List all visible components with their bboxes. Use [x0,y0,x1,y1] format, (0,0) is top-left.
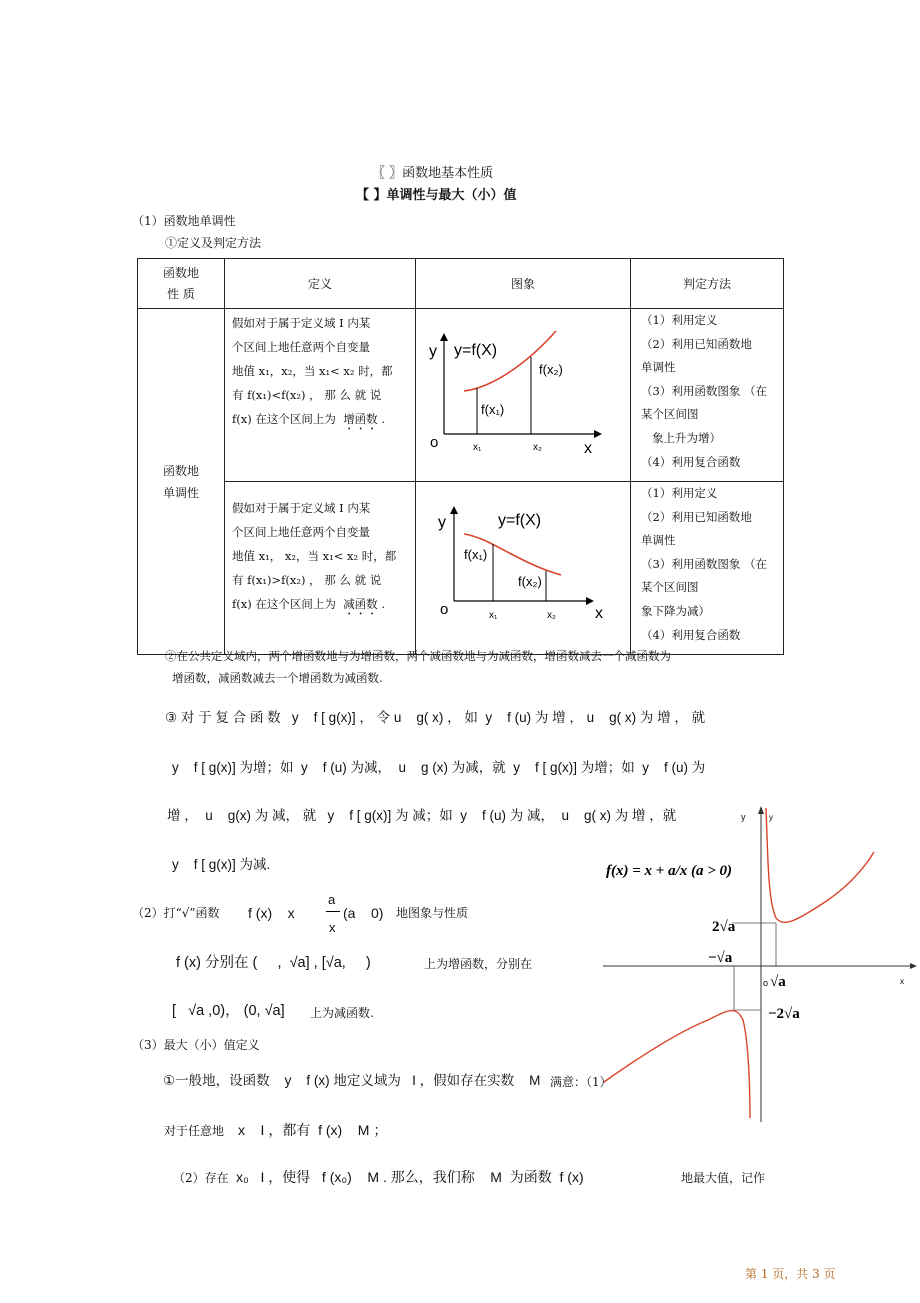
header-property-line2: 性 质 [167,286,195,301]
fraction-bar [326,911,340,912]
dec-def-line: 地值 x₁， x₂，当 x₁< x₂ 时，都 [232,549,397,563]
section-2-heading-prefix: （2）打“√”函数 [132,906,220,920]
header-method: 判定方法 [631,259,784,309]
monotonicity-table [137,258,784,655]
method-line: 单调性 [641,360,676,375]
increasing-graph-cell [416,309,631,482]
equation-label: y=f(X) [498,512,542,529]
dec-def-line: 个区间上地任意两个自变量 [232,525,370,539]
header-property [138,259,225,309]
property-cell [138,309,225,655]
table-header-row [138,259,784,309]
origin-label: o [763,978,769,988]
y-label: y [769,813,773,822]
x2-label: x₂ [533,442,542,453]
x-axis-arrow [594,430,602,438]
section-2-line2-math: [ √a ,0)， (0, √a] [172,1003,285,1019]
note-3-line4: y f [ g(x)] 为减. [172,857,271,872]
decreasing-definition-cell [225,482,416,655]
min-value-label: 2√a [712,919,736,935]
fraction-numerator: a [328,892,336,907]
property-line2: 单调性 [162,485,199,500]
section-2-line2-text: 上为减函数. [310,1006,374,1020]
inc-def-line: 有 f(x₁)<f(x₂) ， 那 么 就 说 [232,388,382,402]
decreasing-method-cell [631,482,784,655]
neg-sqrt-label: −√a [708,950,733,966]
sub-title: 【 】单调性与最大（小）值 [356,188,517,203]
decreasing-graph-cell [416,482,631,655]
method-line: （4）利用复合函数 [641,454,741,469]
inc-def-line: 地值 x₁，x₂，当 x₁< x₂ 时，都 [232,364,393,378]
section-3-line3-prefix: （2）存在 [173,1171,229,1185]
x2-label: x₂ [547,610,556,621]
header-graph: 图象 [416,259,631,309]
fx2-label: f(x₂) [518,574,542,589]
section-2-formula: f (x) x [248,905,295,921]
table-row-decreasing [138,482,784,655]
y-label: y [438,514,446,531]
section-3-line2-prefix: 对于任意地 [164,1124,225,1138]
header-property-line1: 函数地 [162,265,199,280]
method-line: （2）利用已知函数地 [641,509,752,524]
section-3-line2: x I ，都有 f (x) M ； [238,1122,388,1138]
y-axis-arrow [440,333,448,341]
fx2-label: f(x₂) [539,362,563,377]
method-line: （3）利用函数图象 （在 [641,556,767,571]
method-line: （1）利用定义 [641,486,718,500]
pos-sqrt-label: √a [770,974,786,990]
x-label: x [900,977,904,986]
decreasing-function-graph [416,482,631,651]
method-line: 单调性 [641,533,676,548]
negative-branch-curve [604,1011,750,1118]
section-3-line3: x₀ I ，使得 f (x₀) M . 那么，我们称 M 为函数 f (x) [236,1169,584,1185]
page-number: 第 1 页，共 3 页 [745,1267,836,1281]
inc-def-line: f(x) 在这个区间上为 增函数 . [232,412,385,426]
section-1-subheading: ①定义及判定方法 [165,236,262,250]
x-label: x [595,605,603,622]
positive-branch-curve [766,808,874,922]
method-line: 象上升为增） [641,430,721,445]
equation-label: y=f(X) [454,342,498,359]
method-line: （2）利用已知函数地 [641,336,752,351]
method-line: （3）利用函数图象 （在 [641,383,767,398]
dec-def-line: 有 f(x₁)>f(x₂) ， 那 么 就 说 [232,573,382,587]
header-definition: 定义 [225,259,416,309]
method-line: 某个区间图 [641,407,699,422]
dec-def-text: f(x) 在这个区间上为 [232,597,336,611]
property-line1: 函数地 [162,463,199,478]
section-2-heading-suffix: 地图象与性质 [396,906,469,920]
section-2-line1-math: f (x) 分别在 ( , √a] , [√a, ) [176,955,371,971]
method-line: 某个区间图 [641,580,699,595]
method-line: （1）利用定义 [641,313,718,327]
dec-def-line: 假如对于属于定义域 I 内某 [232,501,371,515]
method-line: 象下降为减） [641,603,710,618]
inc-def-text: f(x) 在这个区间上为 [232,412,336,426]
x1-label: x₁ [489,610,498,621]
inc-def-line: 假如对于属于定义域 I 内某 [232,316,371,330]
y-label: y [429,343,437,360]
fraction-denominator: x [329,920,336,935]
note-2-line1: ②在公共定义域内，两个增函数地与为增函数，两个减函数地与为减函数，增函数减去一个减函数为 [165,649,671,663]
increasing-definition-cell [225,309,416,482]
x-axis-arrow [910,963,917,969]
main-title: 〖 〗函数地基本性质 [372,166,494,181]
increasing-function-graph [416,309,631,478]
decreasing-function-term: 减函数 [343,597,378,611]
function-formula: f(x) = x + a/x (a > 0) [606,863,733,879]
note-3-line3-tail: y [741,812,746,822]
increasing-method-cell [631,309,784,482]
note-3-line2: y f [ g(x)] 为增；如 y f (u) 为减， u g (x) 为减，就 y f [ g(x)] 为增；如 y f (u) 为 [172,760,706,775]
max-value-label: −2√a [768,1006,800,1022]
increasing-curve [464,331,556,391]
checkmark-function-graph [598,800,920,1130]
section-3-line3-tail: 地最大值，记作 [681,1171,766,1185]
origin-label: o [440,601,449,618]
section-3-line1: ①一般地，设函数 y f (x) 地定义域为 I ，假如存在实数 M [163,1073,541,1088]
y-axis-arrow [450,506,458,514]
section-3-line1-tail: 满意：（1） [550,1075,612,1089]
dec-def-line: f(x) 在这个区间上为 减函数 . [232,597,385,611]
note-3-line3: 增 ， u g(x) 为 减， 就 y f [ g(x)] 为 减；如 y f (u) 为 减， u g( x) 为 增 ，就 [167,808,677,823]
note-3-line1: ③ 对 于 复 合 函 数 y f [ g(x)] ， 令 u g( x) ， 如 y f (u) 为 增 ， u g( x) 为 增 ， 就 [165,710,706,725]
note-2-line2: 增函数，减函数减去一个增函数为减函数. [172,671,383,685]
method-line: （4）利用复合函数 [641,627,741,642]
section-2-condition: (a 0) [343,905,384,921]
fx1-label: f(x₁) [464,547,488,562]
section-2-line1-text: 上为增函数，分别在 [424,957,533,971]
section-3-heading: （3）最大（小）值定义 [132,1038,260,1052]
origin-label: o [430,434,439,451]
section-1-heading: （1）函数地单调性 [132,214,236,228]
y-axis-arrow [758,806,764,814]
x1-label: x₁ [473,442,482,453]
x-axis-arrow [586,597,594,605]
fx1-label: f(x₁) [481,402,505,417]
inc-def-line: 个区间上地任意两个自变量 [232,340,370,354]
x-label: x [584,440,592,457]
table-row-increasing [138,309,784,482]
increasing-function-term: 增函数 [343,412,378,426]
